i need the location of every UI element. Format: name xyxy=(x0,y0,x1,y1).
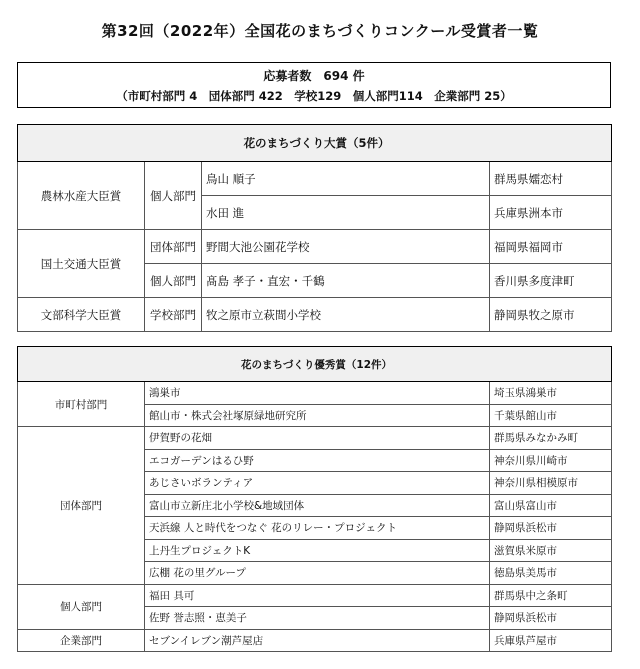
winner-name: 富山市立新庄北小学校&地域団体 xyxy=(145,494,490,517)
table-row xyxy=(18,584,612,607)
winner-name: 鳥山 順子 xyxy=(202,162,490,196)
applicant-breakdown: （市町村部門 4 団体部門 422 学校129 個人部門114 企業部門 25） xyxy=(116,89,512,103)
dept-name: 企業部門 xyxy=(18,629,145,652)
winner-place: 静岡県牧之原市 xyxy=(490,298,612,332)
winner-name: あじさいボランティア xyxy=(145,472,490,495)
dept-name: 団体部門 xyxy=(18,427,145,585)
applicant-count-box xyxy=(17,62,611,108)
dept-name: 団体部門 xyxy=(145,230,202,264)
winner-place: 神奈川県相模原市 xyxy=(490,472,612,495)
winner-name: エコガーデンはるひ野 xyxy=(145,449,490,472)
winner-name: 佐野 誉志照・恵美子 xyxy=(145,607,490,630)
winner-name: 野間大池公園花学校 xyxy=(202,230,490,264)
winner-name: 伊賀野の花畑 xyxy=(145,427,490,450)
table-row xyxy=(18,629,612,652)
winner-place: 埼玉県鴻巣市 xyxy=(490,382,612,405)
winner-place: 香川県多度津町 xyxy=(490,264,612,298)
excellence-header: 花のまちづくり優秀賞（12件） xyxy=(18,347,612,382)
winner-name: 牧之原市立萩間小学校 xyxy=(202,298,490,332)
excellence-table xyxy=(17,346,612,652)
award-name: 文部科学大臣賞 xyxy=(18,298,145,332)
winner-name: 天浜線 人と時代をつなぐ 花のリレー・プロジェクト xyxy=(145,517,490,540)
table-row xyxy=(18,230,612,264)
winner-name: 上丹生プロジェクトK xyxy=(145,539,490,562)
table-row xyxy=(18,427,612,450)
winner-place: 群馬県中之条町 xyxy=(490,584,612,607)
table-row xyxy=(18,298,612,332)
winner-place: 福岡県福岡市 xyxy=(490,230,612,264)
dept-name: 学校部門 xyxy=(145,298,202,332)
winner-name: 水田 進 xyxy=(202,196,490,230)
grand-prize-table xyxy=(17,124,612,332)
dept-name: 個人部門 xyxy=(145,162,202,230)
winner-place: 徳島県美馬市 xyxy=(490,562,612,585)
grand-prize-header: 花のまちづくり大賞（5件） xyxy=(18,125,612,162)
winner-place: 富山県富山市 xyxy=(490,494,612,517)
dept-name: 個人部門 xyxy=(18,584,145,629)
winner-name: 髙島 孝子・直宏・千鶴 xyxy=(202,264,490,298)
winner-place: 神奈川県川崎市 xyxy=(490,449,612,472)
winner-place: 兵庫県芦屋市 xyxy=(490,629,612,652)
dept-name: 市町村部門 xyxy=(18,382,145,427)
winner-name: 広棚 花の里グループ xyxy=(145,562,490,585)
winner-name: 鴻巣市 xyxy=(145,382,490,405)
winner-place: 滋賀県米原市 xyxy=(490,539,612,562)
winner-place: 群馬県みなかみ町 xyxy=(490,427,612,450)
winner-name: 福田 具可 xyxy=(145,584,490,607)
award-name: 国土交通大臣賞 xyxy=(18,230,145,298)
applicant-total: 応募者数 694 件 xyxy=(263,69,365,83)
dept-name: 個人部門 xyxy=(145,264,202,298)
winner-name: セブンイレブン潮芦屋店 xyxy=(145,629,490,652)
award-name: 農林水産大臣賞 xyxy=(18,162,145,230)
winner-place: 静岡県浜松市 xyxy=(490,607,612,630)
winner-place: 静岡県浜松市 xyxy=(490,517,612,540)
table-row xyxy=(18,162,612,196)
winner-name: 館山市・株式会社塚原緑地研究所 xyxy=(145,404,490,427)
winner-place: 兵庫県洲本市 xyxy=(490,196,612,230)
page-title: 第32回（2022年）全国花のまちづくりコンクール受賞者一覧 xyxy=(101,22,539,40)
winner-place: 千葉県館山市 xyxy=(490,404,612,427)
winner-place: 群馬県嬬恋村 xyxy=(490,162,612,196)
table-row xyxy=(18,382,612,405)
